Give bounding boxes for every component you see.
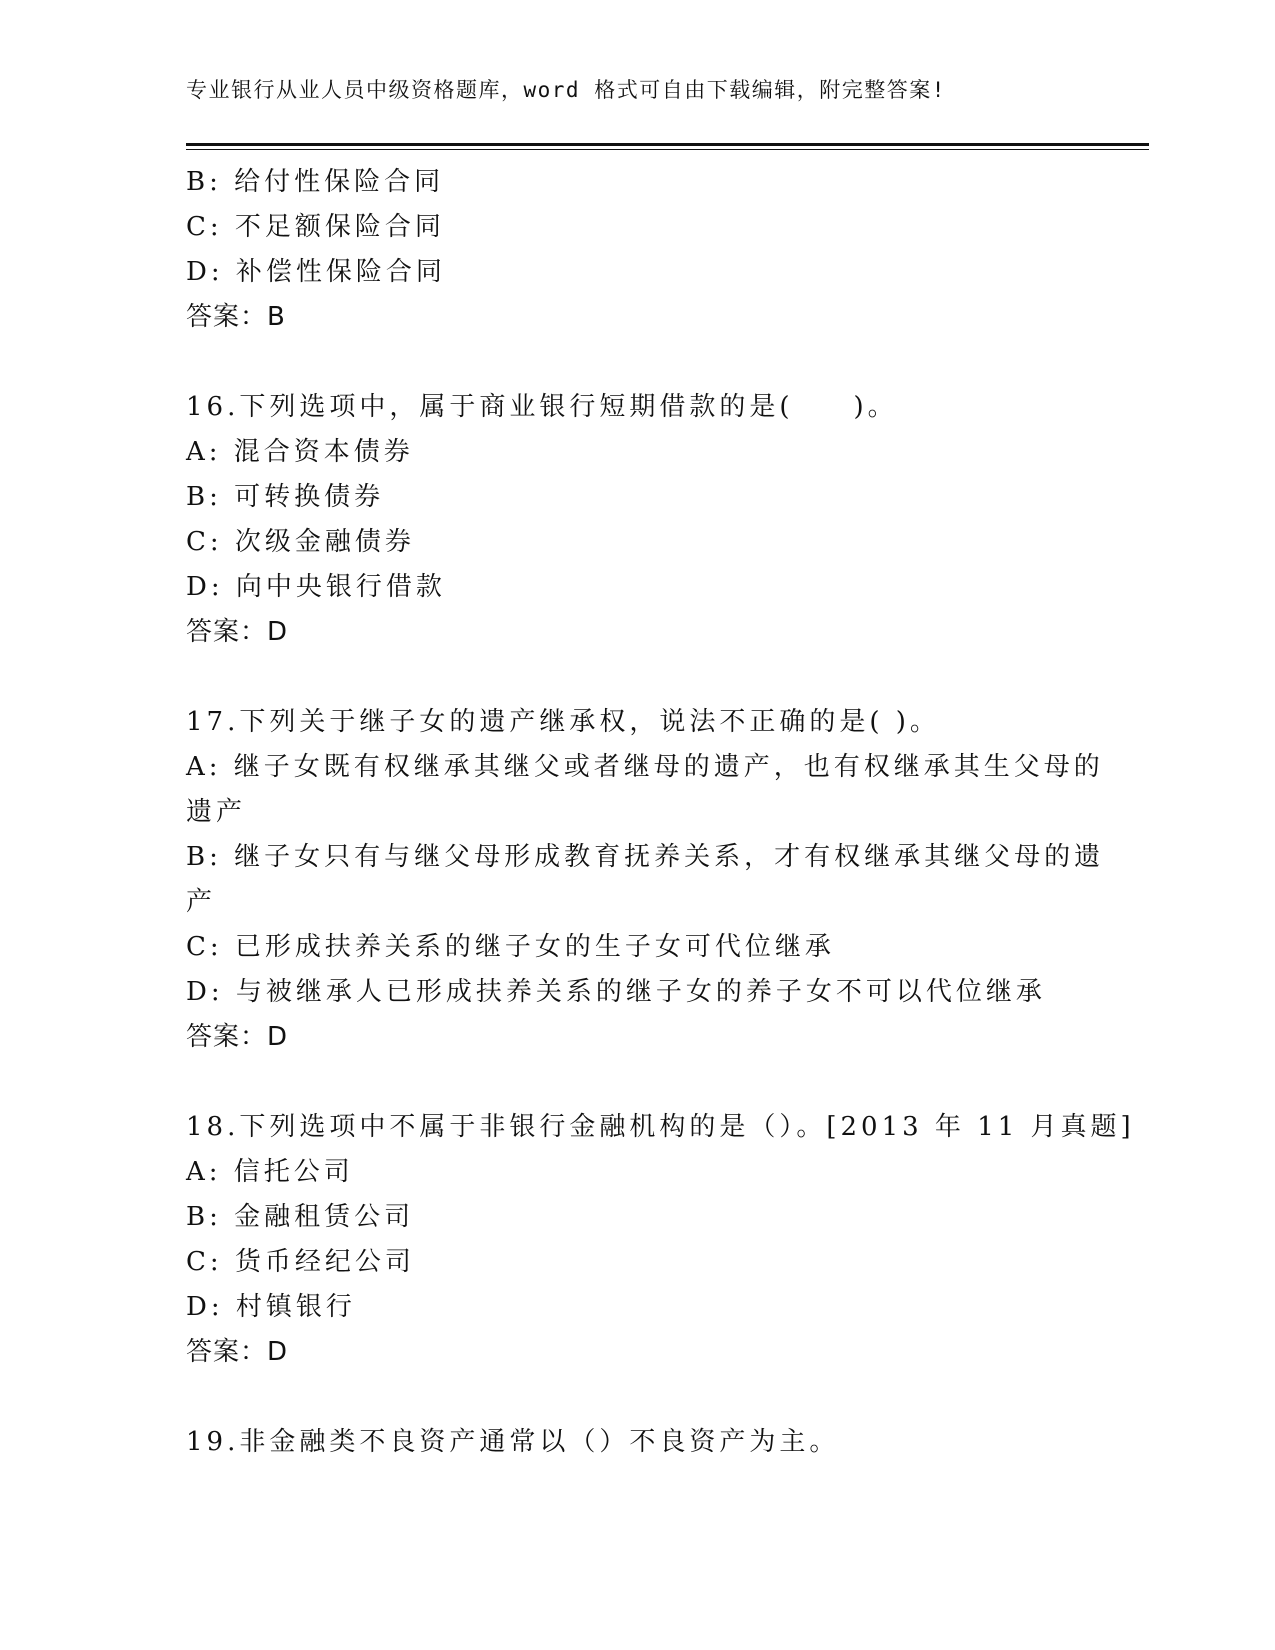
option-b: B: 给付性保险合同	[186, 167, 445, 197]
option-b: B: 可转换债券	[186, 482, 385, 512]
question-text: 18.下列选项中不属于非银行金融机构的是（）。[2013 年 11 月真题]	[186, 1112, 1135, 1142]
spacer	[186, 1060, 1086, 1105]
option-c: C: 货币经纪公司	[186, 1247, 415, 1277]
question-text: 17.下列关于继子女的遗产继承权，说法不正确的是( )。	[186, 707, 940, 737]
header-rule-thick	[186, 143, 1149, 146]
answer: 答案：D	[186, 1337, 289, 1367]
page-header: 专业银行从业人员中级资格题库，word 格式可自由下载编辑，附完整答案!	[186, 78, 946, 102]
question-text: 16.下列选项中，属于商业银行短期借款的是( )。	[186, 392, 898, 422]
option-c: C: 不足额保险合同	[186, 212, 445, 242]
option-c: C: 已形成扶养关系的继子女的生子女可代位继承	[186, 932, 835, 962]
option-a-continued: 遗产	[186, 797, 247, 827]
question-15	[186, 160, 1086, 340]
question-16	[186, 385, 1086, 655]
option-a: A: 混合资本债券	[186, 437, 414, 467]
option-a: A: 继子女既有权继承其继父或者继母的遗产，也有权继承其生父母的	[186, 752, 1104, 782]
option-b-continued: 产	[186, 887, 217, 917]
option-b: B: 金融租赁公司	[186, 1202, 415, 1232]
question-list	[186, 160, 1135, 1465]
answer: 答案：D	[186, 1022, 289, 1052]
question-19	[186, 1420, 1086, 1465]
question-text: 19.非金融类不良资产通常以（）不良资产为主。	[186, 1427, 840, 1457]
question-18	[186, 1105, 1135, 1375]
answer: 答案：B	[186, 302, 286, 332]
option-a: A: 信托公司	[186, 1157, 354, 1187]
option-d: D: 与被继承人已形成扶养关系的继子女的养子女不可以代位继承	[186, 977, 1046, 1007]
spacer	[186, 1375, 1086, 1420]
spacer	[186, 655, 1086, 700]
option-d: D: 向中央银行借款	[186, 572, 446, 602]
option-d: D: 补偿性保险合同	[186, 257, 446, 287]
spacer	[186, 340, 1086, 385]
question-17	[186, 700, 1105, 1060]
option-d: D: 村镇银行	[186, 1292, 356, 1322]
option-b: B: 继子女只有与继父母形成教育抚养关系，才有权继承其继父母的遗	[186, 842, 1105, 872]
header-rule-thin	[186, 149, 1149, 150]
option-c: C: 次级金融债券	[186, 527, 415, 557]
answer: 答案：D	[186, 617, 289, 647]
